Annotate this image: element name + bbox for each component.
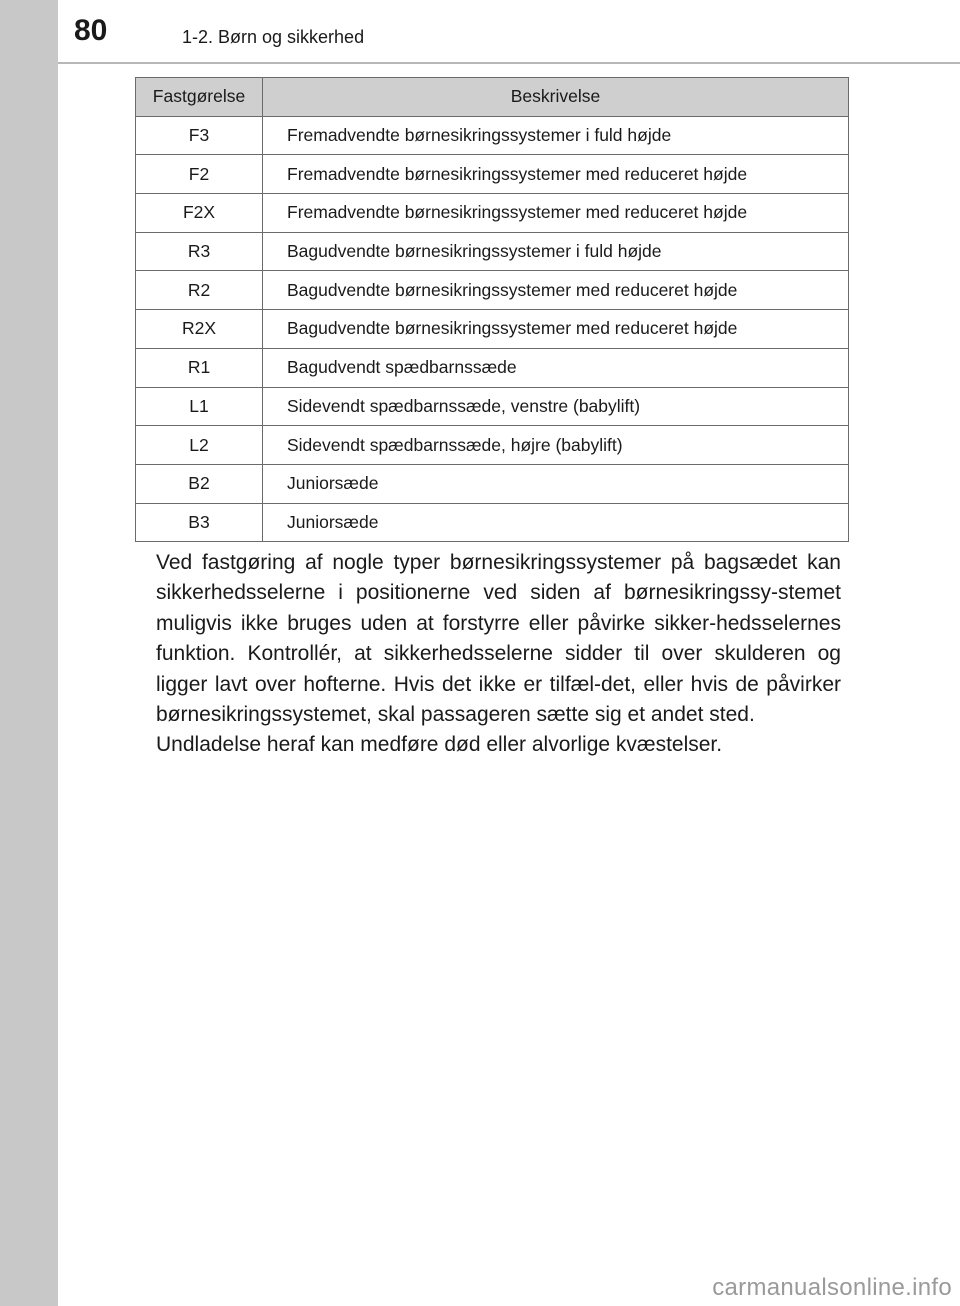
table-body <box>136 116 849 542</box>
section-title: 1-2. Børn og sikkerhed <box>182 27 365 47</box>
fastening-cell: R1 <box>136 348 263 387</box>
fastening-cell: L1 <box>136 387 263 426</box>
table-row <box>136 271 849 310</box>
table-row <box>136 464 849 503</box>
table-row <box>136 116 849 155</box>
table-row <box>136 348 849 387</box>
fastening-cell: R2X <box>136 310 263 349</box>
column-header-fastening: Fastgørelse <box>136 78 263 117</box>
description-cell: Juniorsæde <box>263 464 849 503</box>
table-row <box>136 387 849 426</box>
description-cell: Juniorsæde <box>263 503 849 542</box>
table-row <box>136 503 849 542</box>
description-cell: Bagudvendte børnesikringssystemer med reduceret højde <box>263 271 849 310</box>
header-rule <box>58 62 960 64</box>
fastening-cell: R2 <box>136 271 263 310</box>
description-cell: Fremadvendte børnesikringssystemer i fuld højde <box>263 116 849 155</box>
fastening-table <box>135 77 849 542</box>
description-cell: Fremadvendte børnesikringssystemer med reduceret højde <box>263 194 849 233</box>
side-band <box>0 0 58 1306</box>
fastening-cell: B3 <box>136 503 263 542</box>
table-row <box>136 310 849 349</box>
body-text <box>156 548 841 761</box>
fastening-cell: B2 <box>136 464 263 503</box>
fastening-cell: F3 <box>136 116 263 155</box>
table-row <box>136 194 849 233</box>
consequence-paragraph: Undladelse heraf kan medføre død eller alvorlige kvæstelser. <box>156 733 723 757</box>
table-row <box>136 232 849 271</box>
warning-paragraph: Ved fastgøring af nogle typer børnesikringssystemer på bagsædet kan sikkerhedsselerne i positionerne ved siden af børnesikringssy-stemet muligvis ikke bruges uden at forstyrre eller påvirke sikker-hedsselernes funktion. Kontrollér, at sikkerhedsselerne sidder til over skulderen og ligger lavt over hofterne. Hvis det ikke er tilfæl-det, eller hvis de påvirker børnesikringssystemet, skal passageren sætte sig et andet sted. <box>156 551 841 727</box>
table-row <box>136 155 849 194</box>
fastening-cell: F2 <box>136 155 263 194</box>
table-header-row <box>136 78 849 117</box>
fastening-cell: R3 <box>136 232 263 271</box>
description-cell: Fremadvendte børnesikringssystemer med reduceret højde <box>263 155 849 194</box>
column-header-description: Beskrivelse <box>263 78 849 117</box>
fastening-cell: L2 <box>136 426 263 465</box>
description-cell: Bagudvendt spædbarnssæde <box>263 348 849 387</box>
watermark: carmanualsonline.info <box>712 1274 952 1301</box>
description-cell: Sidevendt spædbarnssæde, venstre (babylift) <box>263 387 849 426</box>
page-number: 80 <box>74 14 108 47</box>
description-cell: Bagudvendte børnesikringssystemer med reduceret højde <box>263 310 849 349</box>
description-cell: Bagudvendte børnesikringssystemer i fuld højde <box>263 232 849 271</box>
fastening-cell: F2X <box>136 194 263 233</box>
table-row <box>136 426 849 465</box>
description-cell: Sidevendt spædbarnssæde, højre (babylift) <box>263 426 849 465</box>
